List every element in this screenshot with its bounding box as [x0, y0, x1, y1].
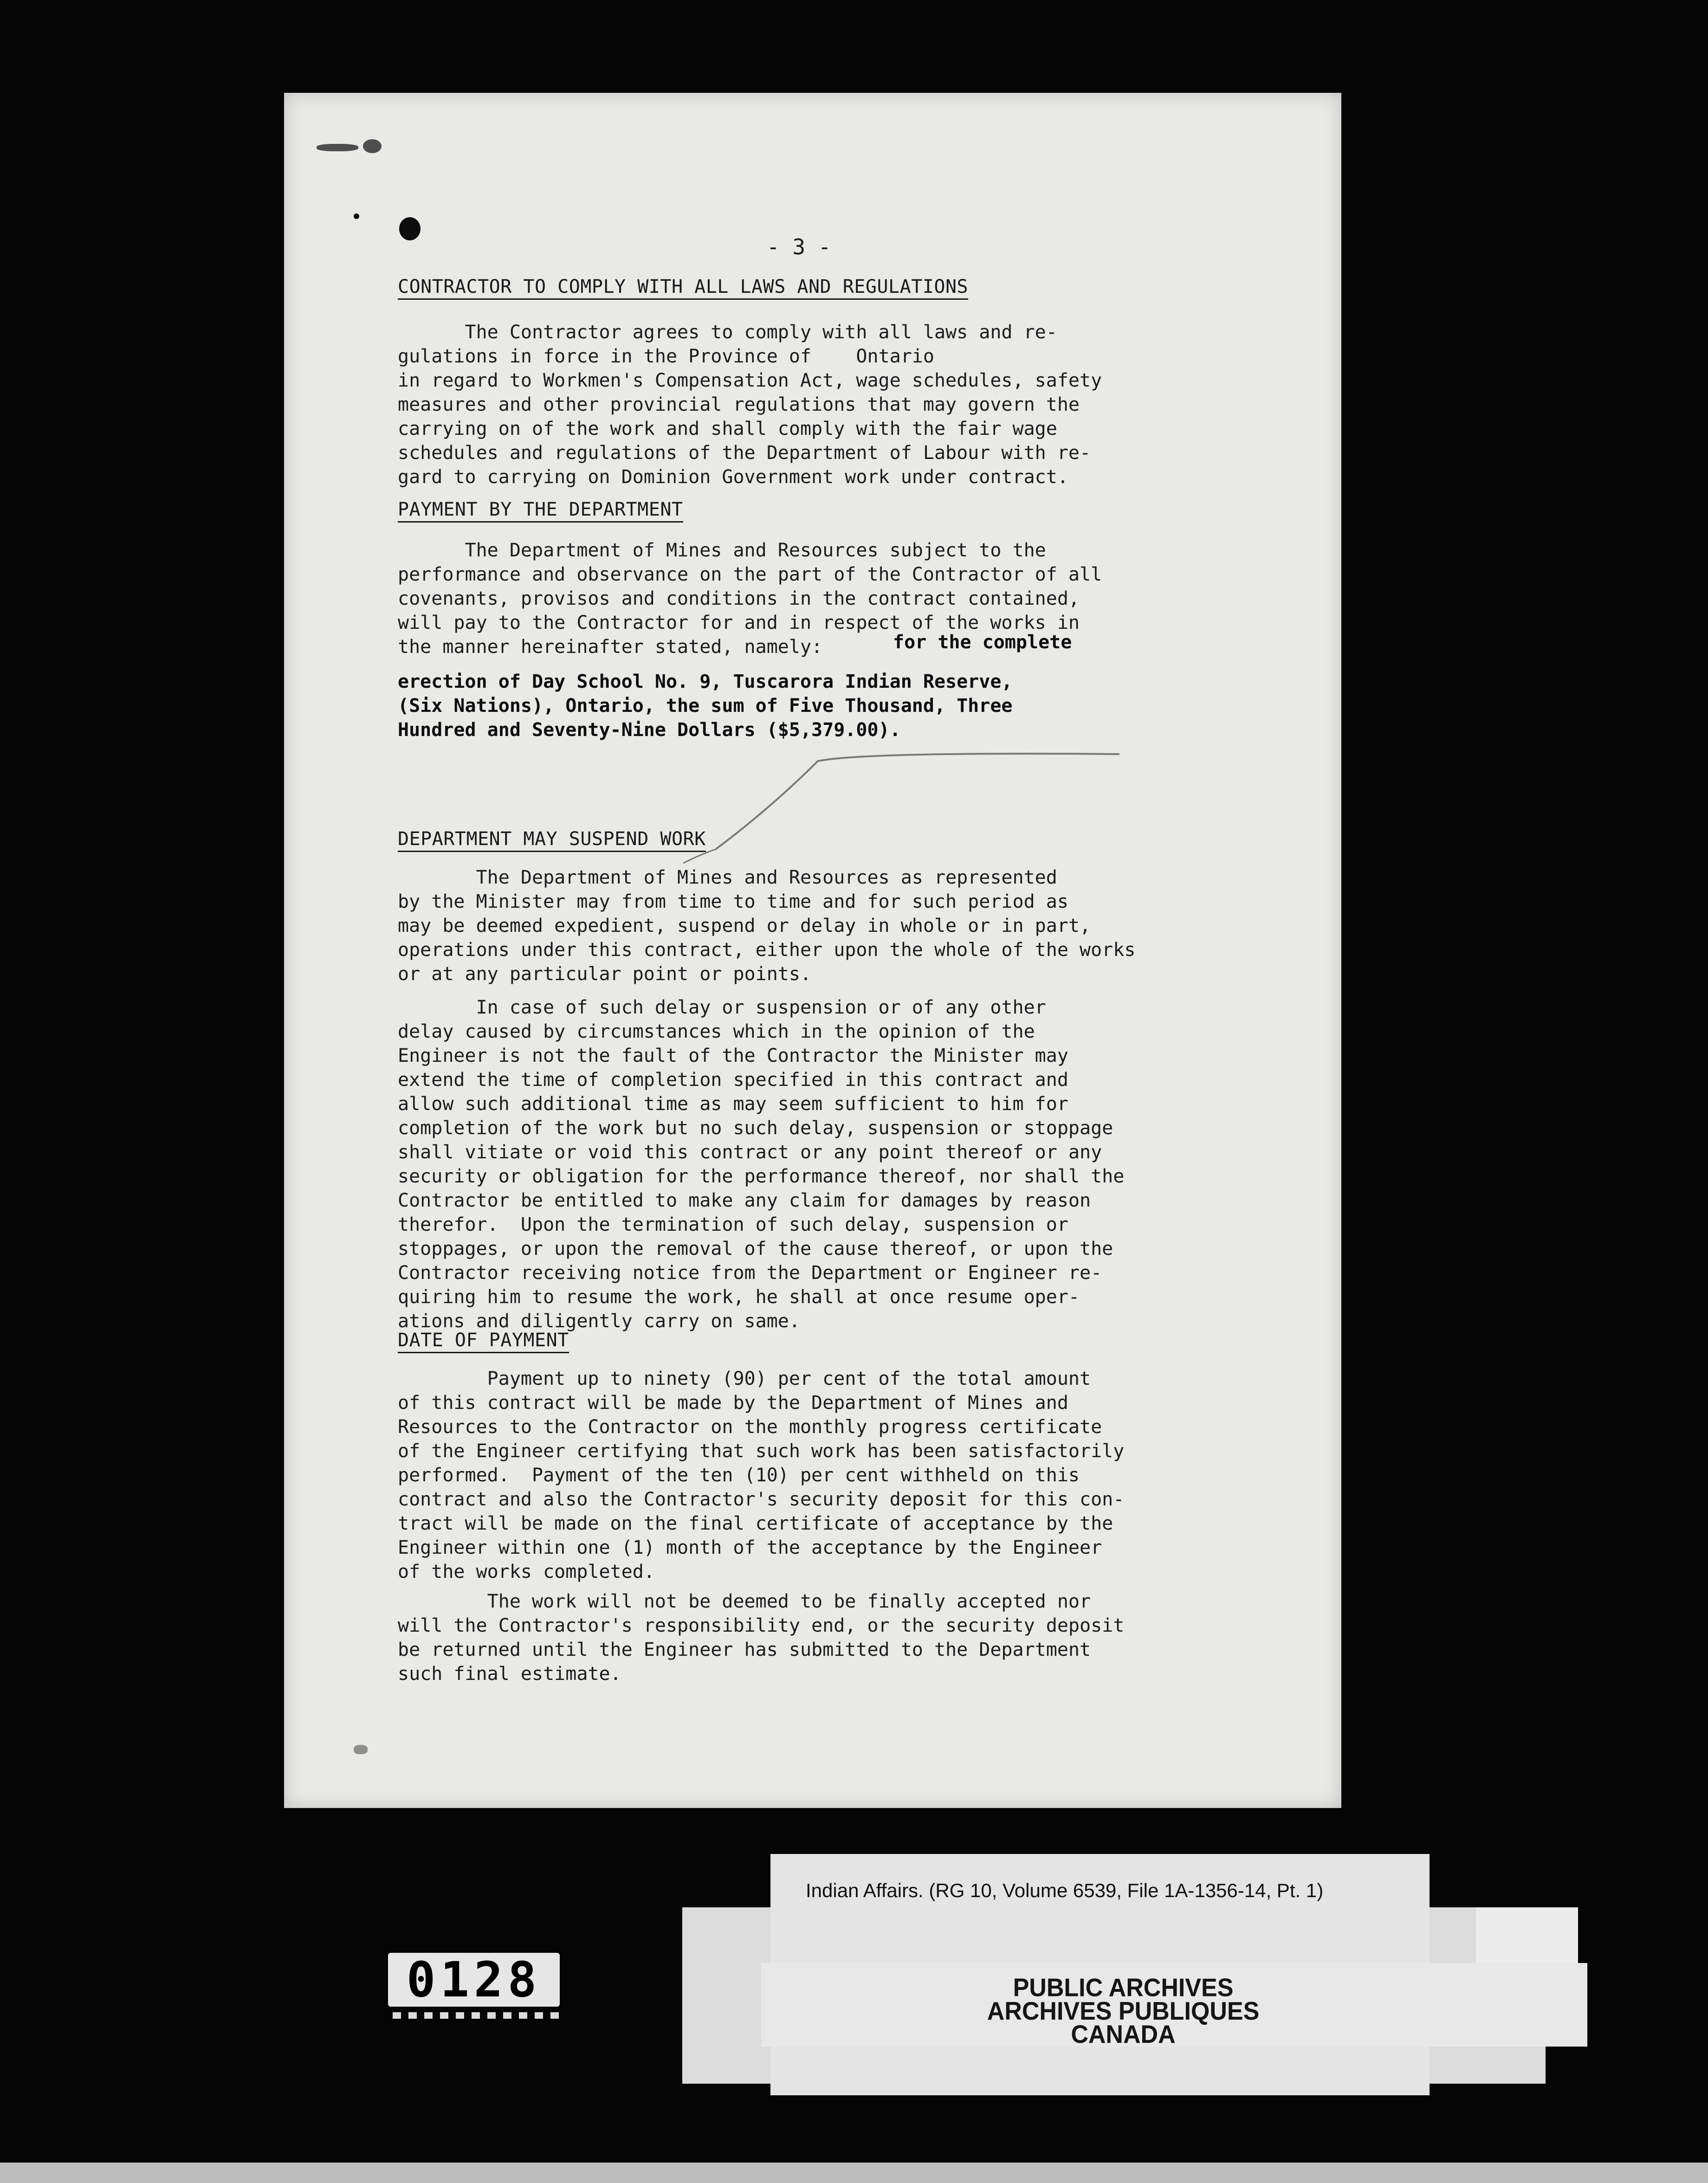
section-heading-comply: CONTRACTOR TO COMPLY WITH ALL LAWS AND REGULATIONS [398, 276, 968, 300]
section-heading-payment: PAYMENT BY THE DEPARTMENT [398, 499, 683, 523]
line: delay caused by circumstances which in the opinion of the [398, 1021, 1035, 1042]
line: such final estimate. [398, 1663, 621, 1685]
stamp-line: CANADA [1071, 2020, 1176, 2049]
line: be returned until the Engineer has submitted to the Department [398, 1639, 1091, 1660]
line: Contractor receiving notice from the Department or Engineer re- [398, 1262, 1102, 1284]
section-heading-suspend: DEPARTMENT MAY SUSPEND WORK [398, 828, 706, 852]
page-number: - 3 - [767, 234, 831, 259]
line: Engineer within one (1) month of the acceptance by the Engineer [398, 1537, 1102, 1558]
section-paragraph [398, 865, 1270, 986]
line: quiring him to resume the work, he shall at once resume oper- [398, 1286, 1080, 1308]
line: therefor. Upon the termination of such delay, suspension or [398, 1214, 1068, 1235]
line: security or obligation for the performance thereof, nor shall the [398, 1166, 1125, 1187]
line: measures and other provincial regulations that may govern the [398, 394, 1080, 415]
line: performance and observance on the part of the Contractor of all [398, 564, 1102, 585]
line: of the Engineer certifying that such work has been satisfactorily [398, 1440, 1125, 1462]
line: the manner hereinafter stated, namely: [398, 636, 823, 658]
line: of the works completed. [398, 1561, 655, 1582]
section-paragraph [398, 995, 1270, 1333]
line: shall vitiate or void this contract or any point thereof or any [398, 1142, 1102, 1163]
line: performed. Payment of the ten (10) per cent withheld on this [398, 1465, 1080, 1486]
film-edge [0, 2163, 1708, 2183]
line: completion of the work but no such delay, suspension or stoppage [398, 1117, 1113, 1139]
line: Resources to the Contractor on the monthly progress certificate [398, 1416, 1102, 1438]
line: schedules and regulations of the Department of Labour with re- [398, 442, 1091, 464]
line: gulations in force in the Province of Ontario [398, 346, 934, 367]
line: will pay to the Contractor for and in respect of the works in [398, 612, 1080, 633]
line: contract and also the Contractor's security deposit for this con- [398, 1489, 1125, 1510]
line: The Department of Mines and Resources subject to the [398, 540, 1046, 561]
line: gard to carrying on Dominion Government work under contract. [398, 466, 1068, 488]
line: covenants, provisos and conditions in the contract contained, [398, 588, 1080, 609]
line: or at any particular point or points. [398, 963, 812, 985]
line: (Six Nations), Ontario, the sum of Five Thousand, Three [398, 695, 1013, 717]
line: allow such additional time as may seem sufficient to him for [398, 1093, 1068, 1115]
line: tract will be made on the final certificate of acceptance by the [398, 1513, 1113, 1534]
line: Engineer is not the fault of the Contractor the Minister may [398, 1045, 1068, 1066]
bottom-left-mark [354, 1745, 368, 1754]
archive-stamp [956, 1974, 1290, 2049]
payment-amount-first: for the complete [893, 632, 1072, 653]
line: Hundred and Seventy-Nine Dollars ($5,379.00). [398, 719, 901, 741]
frame-number: 0128 [388, 1953, 560, 2007]
line: Contractor be entitled to make any claim for damages by reason [398, 1190, 1091, 1211]
line: erection of Day School No. 9, Tuscarora Indian Reserve, [398, 671, 1013, 692]
section-paragraph [398, 1367, 1270, 1584]
section-heading-date-of-payment: DATE OF PAYMENT [398, 1330, 569, 1353]
line: The Contractor agrees to comply with all laws and re- [398, 322, 1057, 343]
stamp-line: ARCHIVES PUBLIQUES [987, 1997, 1260, 2026]
line: may be deemed expedient, suspend or delay in whole or in part, [398, 915, 1091, 936]
stamp-line: PUBLIC ARCHIVES [1013, 1974, 1234, 2002]
line: The Department of Mines and Resources as represented [398, 867, 1057, 888]
line: operations under this contract, either upon the whole of the works [398, 939, 1136, 961]
line: by the Minister may from time to time and for such period as [398, 891, 1068, 912]
line: The work will not be deemed to be finally accepted nor [398, 1591, 1091, 1612]
line: stoppages, or upon the removal of the cause thereof, or upon the [398, 1238, 1113, 1259]
section-paragraph [398, 1589, 1270, 1686]
line: In case of such delay or suspension or of any other [398, 997, 1046, 1018]
film-sprockets [393, 2012, 560, 2019]
document-page [284, 93, 1341, 1808]
line: in regard to Workmen's Compensation Act, wage schedules, safety [398, 370, 1102, 391]
line: extend the time of completion specified in this contract and [398, 1069, 1068, 1091]
archive-reference: Indian Affairs. (RG 10, Volume 6539, File 1A-1356-14, Pt. 1) [806, 1879, 1324, 1901]
line: Payment up to ninety (90) per cent of the total amount [398, 1368, 1091, 1389]
line: will the Contractor's responsibility end, or the security deposit [398, 1615, 1125, 1636]
line: ations and diligently carry on same. [398, 1311, 800, 1332]
line: carrying on of the work and shall comply with the fair wage [398, 418, 1057, 439]
line: of this contract will be made by the Department of Mines and [398, 1392, 1068, 1414]
